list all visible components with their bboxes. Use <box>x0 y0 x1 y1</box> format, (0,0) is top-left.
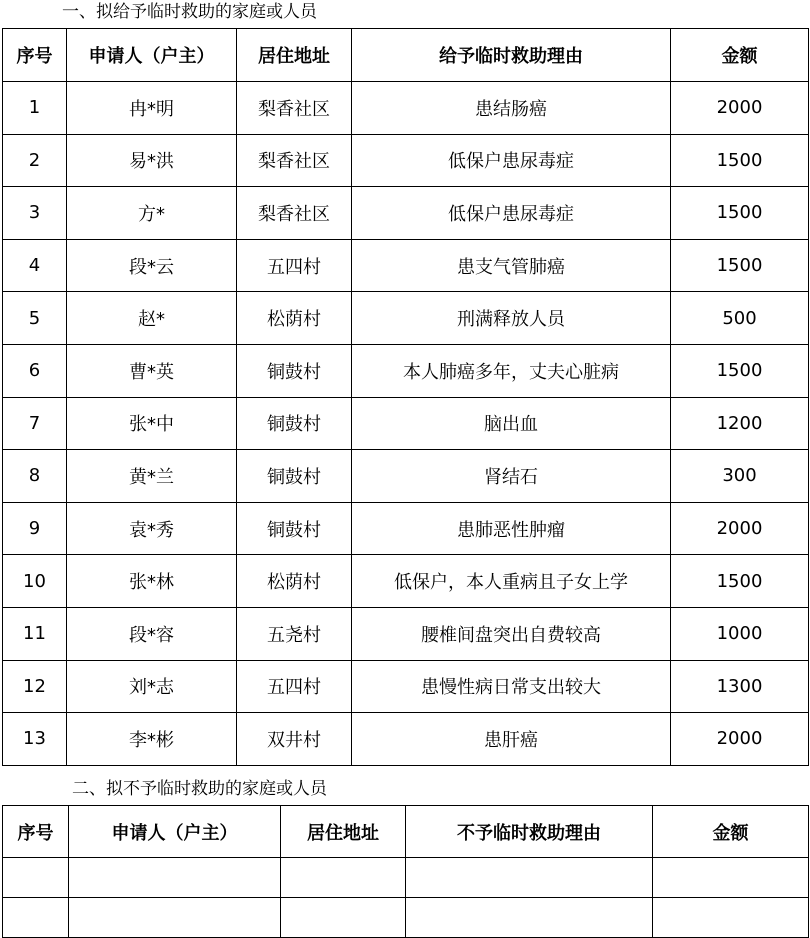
cell-reason: 患慢性病日常支出较大 <box>352 660 671 713</box>
cell-index: 10 <box>3 555 67 608</box>
cell-reason: 低保户，本人重病且子女上学 <box>352 555 671 608</box>
table-row <box>3 82 809 135</box>
cell-address: 铜鼓村 <box>237 502 352 555</box>
header-index: 序号 <box>3 806 69 858</box>
cell-reason: 低保户患尿毒症 <box>352 134 671 187</box>
cell-address: 铜鼓村 <box>237 344 352 397</box>
cell-address: 五四村 <box>237 660 352 713</box>
cell-applicant <box>69 858 281 898</box>
cell-address: 双井村 <box>237 713 352 766</box>
table-row <box>3 292 809 345</box>
section1-title: 一、拟给予临时救助的家庭或人员 <box>62 2 317 22</box>
header-row <box>3 29 809 82</box>
cell-index <box>3 858 69 898</box>
table-row <box>3 134 809 187</box>
cell-index: 9 <box>3 502 67 555</box>
cell-reason: 腰椎间盘突出自费较高 <box>352 607 671 660</box>
table-row <box>3 502 809 555</box>
cell-address: 松荫村 <box>237 555 352 608</box>
cell-reason: 本人肺癌多年，丈夫心脏病 <box>352 344 671 397</box>
table-row <box>3 898 809 938</box>
cell-applicant: 赵* <box>67 292 237 345</box>
table-row <box>3 239 809 292</box>
cell-applicant: 刘*志 <box>67 660 237 713</box>
header-reason: 不予临时救助理由 <box>406 806 653 858</box>
cell-amount: 2000 <box>671 713 809 766</box>
cell-applicant: 段*容 <box>67 607 237 660</box>
cell-reason: 刑满释放人员 <box>352 292 671 345</box>
table-row <box>3 607 809 660</box>
cell-amount <box>653 898 809 938</box>
table-row <box>3 555 809 608</box>
cell-address <box>281 898 406 938</box>
cell-index: 6 <box>3 344 67 397</box>
cell-amount: 1200 <box>671 397 809 450</box>
cell-index: 5 <box>3 292 67 345</box>
aid-denied-table <box>2 805 809 938</box>
cell-address: 铜鼓村 <box>237 397 352 450</box>
cell-amount: 2000 <box>671 82 809 135</box>
cell-applicant: 冉*明 <box>67 82 237 135</box>
table-row <box>3 187 809 240</box>
cell-reason: 肾结石 <box>352 450 671 503</box>
cell-reason <box>406 858 653 898</box>
cell-amount: 300 <box>671 450 809 503</box>
cell-applicant <box>69 898 281 938</box>
cell-applicant: 黄*兰 <box>67 450 237 503</box>
cell-address: 五尧村 <box>237 607 352 660</box>
cell-address <box>281 858 406 898</box>
cell-applicant: 李*彬 <box>67 713 237 766</box>
cell-applicant: 张*林 <box>67 555 237 608</box>
cell-address: 梨香社区 <box>237 82 352 135</box>
cell-reason: 患肺恶性肿瘤 <box>352 502 671 555</box>
table-row <box>3 397 809 450</box>
cell-amount: 2000 <box>671 502 809 555</box>
cell-address: 梨香社区 <box>237 187 352 240</box>
cell-address: 梨香社区 <box>237 134 352 187</box>
header-row <box>3 806 809 858</box>
table-row <box>3 858 809 898</box>
cell-index: 1 <box>3 82 67 135</box>
cell-index: 7 <box>3 397 67 450</box>
cell-reason <box>406 898 653 938</box>
header-reason: 给予临时救助理由 <box>352 29 671 82</box>
cell-index: 8 <box>3 450 67 503</box>
cell-amount: 1500 <box>671 134 809 187</box>
cell-amount: 1500 <box>671 555 809 608</box>
table-row <box>3 660 809 713</box>
cell-address: 松荫村 <box>237 292 352 345</box>
cell-applicant: 曹*英 <box>67 344 237 397</box>
table-row <box>3 344 809 397</box>
cell-reason: 患支气管肺癌 <box>352 239 671 292</box>
cell-reason: 脑出血 <box>352 397 671 450</box>
cell-amount: 1000 <box>671 607 809 660</box>
cell-index: 11 <box>3 607 67 660</box>
cell-index: 2 <box>3 134 67 187</box>
header-address: 居住地址 <box>237 29 352 82</box>
section2-title: 二、拟不予临时救助的家庭或人员 <box>72 779 327 799</box>
cell-applicant: 袁*秀 <box>67 502 237 555</box>
cell-address: 铜鼓村 <box>237 450 352 503</box>
header-index: 序号 <box>3 29 67 82</box>
cell-amount: 1500 <box>671 239 809 292</box>
cell-reason: 患肝癌 <box>352 713 671 766</box>
header-applicant: 申请人（户主） <box>69 806 281 858</box>
cell-amount: 500 <box>671 292 809 345</box>
cell-amount: 1300 <box>671 660 809 713</box>
cell-amount: 1500 <box>671 187 809 240</box>
header-address: 居住地址 <box>281 806 406 858</box>
cell-index: 13 <box>3 713 67 766</box>
cell-applicant: 方* <box>67 187 237 240</box>
cell-amount: 1500 <box>671 344 809 397</box>
cell-index: 4 <box>3 239 67 292</box>
table-row <box>3 713 809 766</box>
table-row <box>3 450 809 503</box>
cell-amount <box>653 858 809 898</box>
cell-applicant: 张*中 <box>67 397 237 450</box>
cell-index <box>3 898 69 938</box>
header-applicant: 申请人（户主） <box>67 29 237 82</box>
cell-address: 五四村 <box>237 239 352 292</box>
cell-reason: 低保户患尿毒症 <box>352 187 671 240</box>
header-amount: 金额 <box>671 29 809 82</box>
header-amount: 金额 <box>653 806 809 858</box>
aid-granted-table <box>2 28 809 766</box>
cell-applicant: 易*洪 <box>67 134 237 187</box>
cell-index: 3 <box>3 187 67 240</box>
cell-applicant: 段*云 <box>67 239 237 292</box>
cell-reason: 患结肠癌 <box>352 82 671 135</box>
cell-index: 12 <box>3 660 67 713</box>
